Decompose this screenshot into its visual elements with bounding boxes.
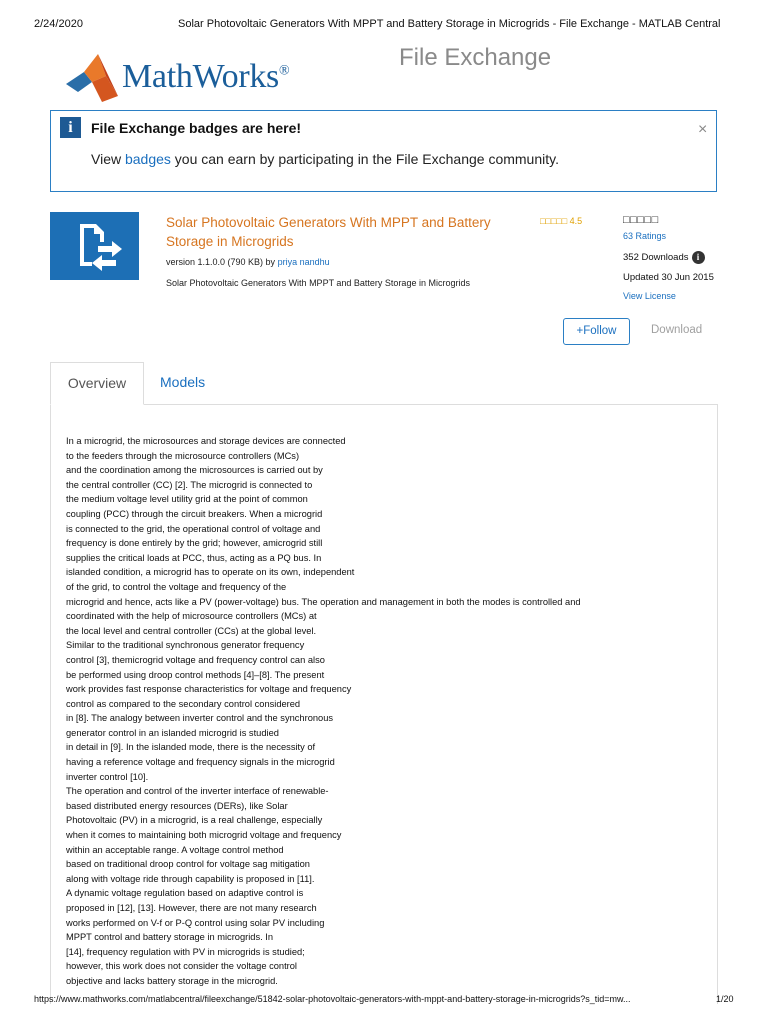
text-line: A dynamic voltage regulation based on adaptive control is: [66, 888, 304, 899]
text-line: islanded condition, a microgrid has to operate on its own, independent: [66, 567, 355, 578]
text-line: is connected to the grid, the operational control of voltage and: [66, 523, 321, 534]
print-page-number: 1/20: [716, 994, 734, 1004]
text-line: Photovoltaic (PV) in a microgrid, is a real challenge, especially: [66, 815, 323, 826]
text-line: to the feeders through the microsource controllers (MCs): [66, 450, 300, 461]
text-line: MPPT control and battery storage in microgrids. In: [66, 932, 274, 943]
version-info: version 1.1.0.0 (790 KB) by priya nandhu: [166, 257, 330, 267]
badges-link[interactable]: badges: [124, 151, 171, 167]
text-line: works performed on V-f or P-Q control using solar PV including: [66, 917, 325, 928]
membrane-logo-icon: [66, 52, 118, 102]
info-icon: i: [60, 117, 81, 138]
tab-overview[interactable]: Overview: [50, 362, 144, 405]
text-line: frequency is done entirely by the grid; however, amicrogrid still: [66, 538, 323, 549]
follow-button[interactable]: +Follow: [563, 318, 630, 345]
downloads-count: 352 Downloads i: [623, 251, 705, 264]
text-line: in [8]. The analogy between inverter control and the synchronous: [66, 713, 334, 724]
text-line: objective and lacks battery storage in the microgrid.: [66, 975, 278, 986]
text-line: microgrid and hence, acts like a PV (power-voltage) bus. The operation and management in both the modes is controlled and: [66, 596, 581, 607]
text-line: in detail in [9]. In the islanded mode, there is the necessity of: [66, 742, 316, 753]
text-line: along with voltage ride through capability is proposed in [11].: [66, 873, 315, 884]
text-line: proposed in [12], [13]. However, there are not many research: [66, 903, 317, 913]
text-line: having a reference voltage and frequency signals in the microgrid: [66, 757, 335, 768]
logo-wordmark: MathWorks®: [122, 58, 290, 95]
download-button[interactable]: Download: [651, 324, 703, 336]
print-date: 2/24/2020: [34, 18, 83, 30]
mathworks-logo[interactable]: [66, 52, 289, 102]
text-line: of the grid, to control the voltage and frequency of the: [66, 581, 287, 592]
text-line: based on traditional droop control for voltage sag mitigation: [66, 859, 310, 870]
overview-text: [66, 434, 581, 989]
notice-title: File Exchange badges are here!: [91, 120, 302, 136]
text-line: coupling (PCC) through the circuit breakers. When a microgrid: [66, 508, 323, 519]
close-icon[interactable]: ×: [698, 121, 708, 138]
text-line: be performed using droop control methods [4]–[8]. The present: [66, 669, 325, 680]
text-line: work provides fast response characteristics for voltage and frequency: [66, 684, 352, 695]
text-line: when it comes to maintaining both microgrid voltage and frequency: [66, 830, 342, 841]
ratings-link[interactable]: 63 Ratings: [623, 231, 667, 241]
submission-title[interactable]: Solar Photovoltaic Generators With MPPT and Battery Storage in Microgrids: [166, 215, 491, 249]
text-line: based distributed energy resources (DERs), like Solar: [66, 800, 288, 811]
text-line: the medium voltage level utility grid at the point of common: [66, 494, 308, 505]
rating-stars[interactable]: □□□□□: [623, 214, 659, 226]
rating-inline: □□□□□ 4.5: [540, 216, 583, 226]
text-line: the central controller (CC) [2]. The microgrid is connected to: [66, 479, 313, 490]
text-line: In a microgrid, the microsources and storage devices are connected: [66, 436, 346, 446]
text-line: the local level and central controller (CCs) at the global level.: [66, 625, 317, 636]
text-line: The operation and control of the inverter interface of renewable-: [66, 786, 329, 797]
text-line: however, this work does not consider the voltage control: [66, 961, 298, 972]
info-icon[interactable]: i: [692, 251, 705, 264]
text-line: and the coordination among the microsources is carried out by: [66, 465, 323, 476]
text-line: control as compared to the secondary control considered: [66, 698, 301, 709]
tab-models[interactable]: Models: [160, 374, 206, 390]
text-line: within an acceptable range. A voltage control method: [66, 844, 284, 855]
print-url: https://www.mathworks.com/matlabcentral/fileexchange/51842-solar-photovoltaic-generators-with-mppt-and-battery-storage-in-microgrids?s_tid=mw...: [34, 994, 631, 1004]
submission-summary: Solar Photovoltaic Generators With MPPT and Battery Storage in Microgrids: [166, 278, 470, 288]
print-title: Solar Photovoltaic Generators With MPPT and Battery Storage in Microgrids - File Exchange - MATLAB Central: [178, 18, 721, 30]
notice-body: View badges you can earn by participating in the File Exchange community.: [91, 151, 559, 167]
submission-thumbnail: [50, 212, 139, 280]
text-line: supplies the critical loads at PCC, thus, acting as a PQ bus. In: [66, 552, 322, 563]
view-license-link[interactable]: View License: [623, 291, 676, 301]
text-line: generator control in an islanded microgrid is studied: [66, 727, 279, 738]
file-exchange-icon: [50, 212, 139, 280]
updated-date: Updated 30 Jun 2015: [623, 272, 714, 283]
text-line: inverter control [10].: [66, 771, 149, 782]
text-line: coordinated with the help of microsource controllers (MCs) at: [66, 611, 317, 622]
author-link[interactable]: priya nandhu: [277, 257, 330, 267]
text-line: [14], frequency regulation with PV in microgrids is studied;: [66, 946, 305, 957]
text-line: Similar to the traditional synchronous generator frequency: [66, 640, 305, 651]
section-title: File Exchange: [399, 44, 552, 71]
badges-notice: [50, 110, 717, 192]
text-line: control [3], themicrogrid voltage and frequency control can also: [66, 654, 325, 665]
